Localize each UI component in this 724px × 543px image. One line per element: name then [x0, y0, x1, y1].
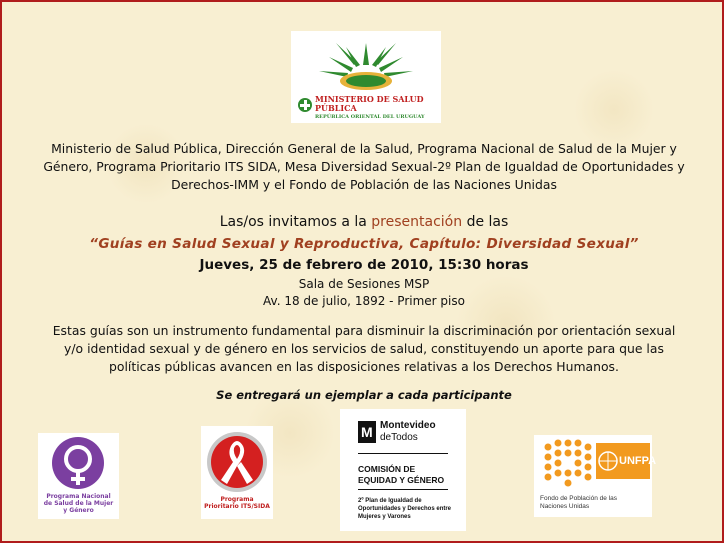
montevideo-brand-line1: Montevideo [380, 420, 436, 431]
unfpa-caption: Fondo de Población de las Naciones Unidas [540, 495, 617, 510]
sun-emblem-icon [311, 35, 421, 93]
montevideo-logo [340, 409, 466, 531]
unfpa-logo [534, 435, 657, 517]
montevideo-brand-line2: deTodos [380, 432, 418, 443]
mujer-genero-logo [38, 433, 119, 519]
its-sida-logo [201, 426, 273, 519]
organizers-text: Ministerio de Salud Pública, Dirección General de la Salud, Programa Nacional de Salud de la Mujer y Género, Programa Prioritario ITS SIDA, Mesa Diversidad Sexual-2º Plan de Igualdad de Oportunidades y Derechos-IMM y el Fondo de Población de las Naciones Unidas [43, 141, 685, 192]
montevideo-plan: 2º Plan de Igualdad de Oportunidades y Derechos entre Mujeres y Varones [358, 498, 452, 520]
mujer-genero-caption: Programa Nacional de Salud de la Mujer y Género [43, 493, 114, 514]
divider [358, 489, 448, 490]
event-venue: Sala de Sesiones MSP [298, 277, 430, 291]
ministry-subtitle: REPÚBLICA ORIENTAL DEL URUGUAY [315, 114, 425, 120]
description-text: Estas guías son un instrumento fundamental para disminuir la discriminación por orientación sexual y/o identidad sexual y de género en los servicios de salud, constituyendo un aporte para que las políticas públicas avancen en las disposiciones relativas a los Derechos Humanos. [52, 323, 676, 374]
invite-highlight: presentación [371, 214, 463, 230]
event-title: “Guías en Salud Sexual y Reproductiva, Capítulo: Diversidad Sexual” [89, 236, 639, 252]
event-address: Av. 18 de julio, 1892 - Primer piso [263, 294, 465, 308]
invite-line [32, 213, 696, 232]
divider [358, 453, 448, 454]
montevideo-m-icon: M [358, 421, 376, 443]
ministry-name: MINISTERIO DE SALUD PÚBLICA [315, 94, 424, 113]
event-date: Jueves, 25 de febrero de 2010, 15:30 horas [199, 257, 529, 273]
event-place [32, 276, 696, 310]
gift-note: Se entregará un ejemplar a cada participante [216, 388, 512, 402]
unfpa-brand: UNFPA [619, 455, 657, 467]
its-sida-caption: Programa Prioritario ITS/SIDA [204, 496, 270, 510]
montevideo-commission: COMISIÓN DE EQUIDAD Y GÉNERO [358, 464, 445, 485]
ministry-logo [291, 31, 441, 123]
invite-suffix: de las [466, 214, 509, 230]
invite-prefix: Las/os invitamos a la [219, 214, 367, 230]
health-cross-icon [298, 98, 312, 112]
